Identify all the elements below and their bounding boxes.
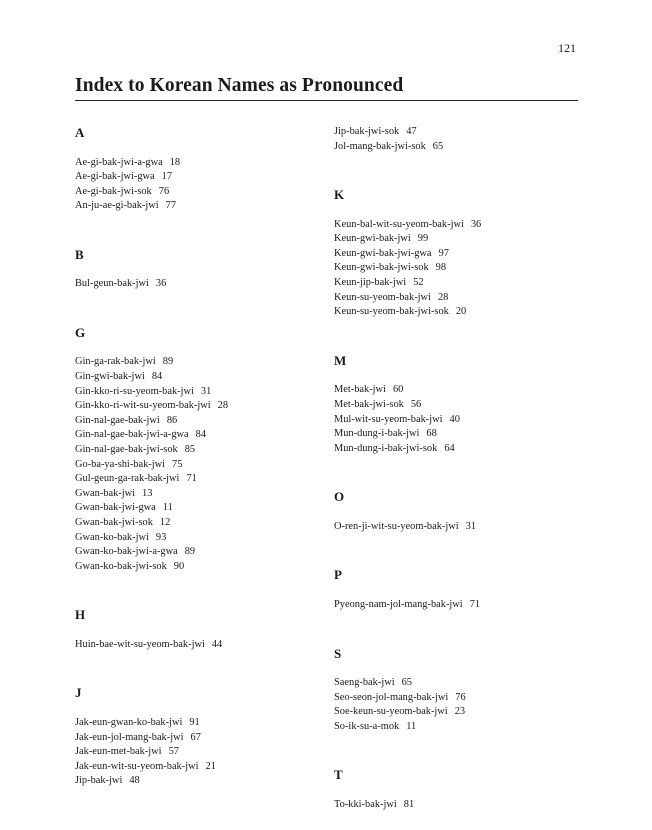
entry-name: Gin-kko-ri-wit-su-yeom-bak-jwi bbox=[75, 400, 211, 412]
entry-name: An-ju-ae-gi-bak-jwi bbox=[75, 200, 159, 212]
index-section bbox=[75, 685, 315, 788]
entry-page-number: 89 bbox=[184, 546, 196, 558]
index-entry bbox=[334, 383, 579, 398]
index-entry bbox=[334, 798, 579, 813]
entry-name: Keun-bal-wit-su-yeom-bak-jwi bbox=[334, 218, 464, 230]
index-entry bbox=[75, 545, 315, 560]
index-section bbox=[75, 325, 315, 574]
entry-name: Gwan-ko-bak-jwi bbox=[75, 531, 149, 543]
index-entry bbox=[334, 247, 579, 262]
entry-name: Pyeong-nam-jol-mang-bak-jwi bbox=[334, 598, 463, 610]
entry-name: Saeng-bak-jwi bbox=[334, 677, 395, 688]
index-section bbox=[334, 187, 579, 320]
section-letter-heading: T bbox=[334, 767, 343, 783]
page-number: 121 bbox=[558, 41, 576, 55]
entry-page-number: 31 bbox=[465, 520, 477, 532]
entry-name: Bul-geun-bak-jwi bbox=[75, 278, 149, 290]
index-section bbox=[334, 353, 579, 456]
index-entry bbox=[334, 598, 579, 613]
entry-page-number: 21 bbox=[205, 760, 216, 772]
entry-name: Gin-nal-gae-bak-jwi-sok bbox=[75, 444, 178, 456]
index-entry bbox=[75, 428, 315, 443]
index-entry bbox=[334, 125, 579, 140]
index-entry bbox=[75, 156, 315, 171]
section-letter-heading: S bbox=[334, 645, 342, 661]
section-letter-heading: M bbox=[334, 352, 347, 368]
entry-page-number: 57 bbox=[168, 746, 179, 758]
entry-page-number: 84 bbox=[195, 429, 207, 441]
entry-page-number: 98 bbox=[435, 262, 447, 274]
index-entry bbox=[334, 398, 579, 413]
entry-name: Gwan-bak-jwi bbox=[75, 487, 136, 499]
entry-name: Ae-gi-bak-jwi-sok bbox=[75, 185, 152, 197]
entry-page-number: 93 bbox=[155, 531, 167, 543]
section-letter-heading: G bbox=[75, 324, 86, 340]
index-entry bbox=[334, 442, 579, 457]
section-letter-heading: A bbox=[75, 125, 85, 140]
entry-page-number: 40 bbox=[449, 413, 460, 425]
entry-name: Mun-dung-i-bak-jwi bbox=[334, 428, 420, 440]
entry-name: Gwan-ko-bak-jwi-a-gwa bbox=[75, 546, 178, 558]
entry-page-number: 52 bbox=[413, 277, 424, 289]
index-entry bbox=[334, 520, 579, 535]
entry-page-number: 86 bbox=[166, 414, 178, 426]
entry-name: Gin-nal-gae-bak-jwi bbox=[75, 414, 160, 426]
index-entry bbox=[75, 472, 315, 487]
index-entry bbox=[334, 413, 579, 428]
entry-page-number: 75 bbox=[172, 458, 183, 470]
entry-page-number: 17 bbox=[161, 171, 173, 183]
entry-page-number: 60 bbox=[392, 384, 404, 396]
entry-name: Jak-eun-met-bak-jwi bbox=[75, 746, 162, 758]
entry-name: Ae-gi-bak-jwi-a-gwa bbox=[75, 156, 163, 168]
entry-page-number: 97 bbox=[438, 247, 449, 259]
index-entry bbox=[334, 705, 579, 720]
index-section bbox=[334, 646, 579, 735]
entry-page-number: 90 bbox=[173, 560, 185, 572]
entry-page-number: 71 bbox=[469, 598, 481, 610]
index-section bbox=[75, 607, 315, 652]
index-entry bbox=[75, 355, 315, 370]
index-entry bbox=[334, 276, 579, 291]
index-entry bbox=[75, 516, 315, 531]
entry-page-number: 65 bbox=[432, 140, 444, 152]
entry-page-number: 36 bbox=[470, 218, 482, 230]
entry-page-number: 31 bbox=[200, 385, 212, 397]
section-letter-heading: H bbox=[75, 607, 86, 623]
entry-name: Jip-bak-jwi bbox=[75, 775, 123, 787]
entry-name: Mun-dung-i-bak-jwi-sok bbox=[334, 442, 438, 454]
index-section bbox=[334, 489, 579, 534]
index-entry bbox=[75, 277, 315, 292]
index-entry bbox=[334, 676, 579, 691]
entry-name: Keun-gwi-bak-jwi-sok bbox=[334, 262, 429, 274]
section-letter-heading: J bbox=[75, 685, 82, 701]
index-entry bbox=[334, 232, 579, 247]
entry-page-number: 85 bbox=[184, 444, 196, 456]
entry-page-number: 36 bbox=[155, 278, 167, 290]
entry-name: Jak-eun-wit-su-yeom-bak-jwi bbox=[75, 760, 199, 772]
index-entry bbox=[334, 305, 579, 320]
entry-page-number: 13 bbox=[142, 487, 153, 499]
entry-page-number: 64 bbox=[444, 442, 455, 454]
index-section bbox=[75, 247, 315, 292]
index-section bbox=[334, 125, 579, 154]
entry-name: Seo-seon-jol-mang-bak-jwi bbox=[334, 691, 449, 703]
index-entry bbox=[334, 291, 579, 306]
entry-name: Gin-kko-ri-su-yeom-bak-jwi bbox=[75, 385, 194, 397]
entry-page-number: 11 bbox=[406, 720, 417, 732]
entry-name: Keun-su-yeom-bak-jwi-sok bbox=[334, 306, 449, 318]
index-entry bbox=[75, 760, 315, 775]
entry-page-number: 91 bbox=[189, 716, 200, 728]
section-letter-heading: O bbox=[334, 489, 345, 505]
index-entry bbox=[75, 185, 315, 200]
section-letter-heading: P bbox=[334, 567, 342, 583]
entry-page-number: 77 bbox=[165, 200, 177, 212]
entry-page-number: 44 bbox=[211, 638, 223, 650]
entry-name: Gwan-ko-bak-jwi-sok bbox=[75, 560, 167, 572]
entry-page-number: 68 bbox=[426, 428, 437, 440]
index-entry bbox=[334, 261, 579, 276]
entry-name: Go-ba-ya-shi-bak-jwi bbox=[75, 458, 166, 470]
section-letter-heading: B bbox=[75, 246, 84, 262]
entry-name: Gwan-bak-jwi-gwa bbox=[75, 502, 156, 514]
index-section bbox=[334, 567, 579, 612]
index-column-right bbox=[334, 125, 579, 812]
index-entry bbox=[75, 501, 315, 516]
entry-page-number: 76 bbox=[158, 185, 170, 197]
entry-name: Keun-jip-bak-jwi bbox=[334, 277, 407, 289]
entry-page-number: 18 bbox=[169, 156, 181, 168]
index-entry bbox=[75, 638, 315, 653]
index-entry bbox=[334, 218, 579, 233]
index-section bbox=[75, 125, 315, 214]
entry-name: Keun-gwi-bak-jwi bbox=[334, 233, 411, 245]
entry-name: Gin-gwi-bak-jwi bbox=[75, 371, 145, 383]
index-entry bbox=[75, 731, 315, 746]
entry-page-number: 12 bbox=[159, 517, 171, 528]
entry-name: Met-bak-jwi-sok bbox=[334, 398, 404, 410]
section-letter-heading: K bbox=[334, 187, 345, 203]
entry-name: So-ik-su-a-mok bbox=[334, 720, 400, 732]
entry-name: Gwan-bak-jwi-sok bbox=[75, 517, 153, 528]
entry-page-number: 89 bbox=[162, 356, 174, 368]
entry-name: Ae-gi-bak-jwi-gwa bbox=[75, 171, 155, 183]
entry-page-number: 28 bbox=[217, 400, 229, 412]
index-entry bbox=[75, 443, 315, 458]
index-entry bbox=[334, 720, 579, 735]
entry-page-number: 11 bbox=[162, 502, 173, 514]
entry-page-number: 71 bbox=[186, 473, 197, 485]
entry-name: Mul-wit-su-yeom-bak-jwi bbox=[334, 413, 443, 425]
entry-name: Gin-ga-rak-bak-jwi bbox=[75, 356, 156, 368]
entry-name: Gul-geun-ga-rak-bak-jwi bbox=[75, 473, 180, 485]
entry-name: Keun-gwi-bak-jwi-gwa bbox=[334, 247, 432, 259]
index-entry bbox=[75, 385, 315, 400]
index-entry bbox=[334, 691, 579, 706]
entry-name: To-kki-bak-jwi bbox=[334, 798, 397, 810]
entry-name: Huin-bae-wit-su-yeom-bak-jwi bbox=[75, 638, 205, 650]
entry-name: Soe-keun-su-yeom-bak-jwi bbox=[334, 706, 448, 718]
entry-page-number: 23 bbox=[454, 706, 466, 718]
entry-page-number: 65 bbox=[401, 677, 412, 688]
index-entry bbox=[75, 774, 315, 789]
entry-page-number: 67 bbox=[190, 731, 201, 743]
index-entry bbox=[75, 458, 315, 473]
entry-name: Jip-bak-jwi-sok bbox=[334, 126, 400, 137]
index-entry bbox=[334, 140, 579, 155]
index-entry bbox=[75, 745, 315, 760]
entry-name: Met-bak-jwi bbox=[334, 384, 386, 396]
entry-page-number: 48 bbox=[129, 775, 140, 787]
entry-name: Gin-nal-gae-bak-jwi-a-gwa bbox=[75, 429, 189, 441]
index-entry bbox=[75, 414, 315, 429]
entry-page-number: 76 bbox=[455, 691, 466, 703]
index-entry bbox=[75, 370, 315, 385]
index-entry bbox=[75, 487, 315, 502]
entry-page-number: 99 bbox=[417, 233, 429, 245]
entry-page-number: 56 bbox=[410, 398, 422, 410]
entry-page-number: 47 bbox=[406, 126, 417, 137]
index-entry bbox=[75, 716, 315, 731]
entry-name: O-ren-ji-wit-su-yeom-bak-jwi bbox=[334, 520, 459, 532]
page-title: Index to Korean Names as Pronounced bbox=[75, 74, 578, 101]
entry-page-number: 84 bbox=[151, 371, 163, 383]
index-entry bbox=[75, 531, 315, 546]
entry-name: Keun-su-yeom-bak-jwi bbox=[334, 291, 431, 303]
index-column-left bbox=[75, 125, 315, 789]
index-entry bbox=[75, 560, 315, 575]
entry-name: Jak-eun-jol-mang-bak-jwi bbox=[75, 731, 184, 743]
entry-name: Jol-mang-bak-jwi-sok bbox=[334, 140, 426, 152]
index-entry bbox=[75, 170, 315, 185]
entry-page-number: 20 bbox=[455, 306, 467, 318]
index-section bbox=[334, 767, 579, 812]
index-entry bbox=[334, 427, 579, 442]
entry-page-number: 28 bbox=[437, 291, 449, 303]
index-entry bbox=[75, 199, 315, 214]
entry-name: Jak-eun-gwan-ko-bak-jwi bbox=[75, 716, 183, 728]
entry-page-number: 81 bbox=[403, 798, 415, 810]
index-entry bbox=[75, 399, 315, 414]
